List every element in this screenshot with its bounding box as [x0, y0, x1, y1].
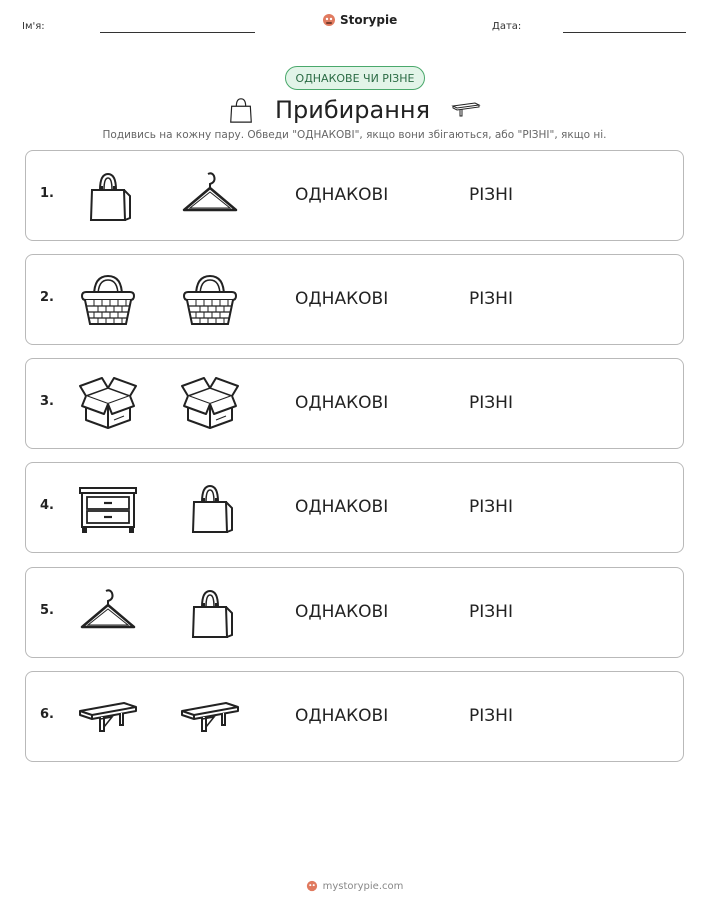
option-different[interactable]: РІЗНІ [469, 706, 513, 726]
question-number: 2. [40, 290, 54, 305]
option-same[interactable]: ОДНАКОВІ [295, 185, 389, 205]
option-different[interactable]: РІЗНІ [469, 289, 513, 309]
question-number: 3. [40, 394, 54, 409]
brand-name: Storypie [340, 13, 398, 27]
question-row [25, 671, 684, 762]
bag-icon [78, 166, 138, 226]
question-row [25, 150, 684, 241]
storypie-logo-icon [322, 13, 336, 27]
option-same[interactable]: ОДНАКОВІ [295, 393, 389, 413]
bag-icon [180, 583, 240, 643]
option-same[interactable]: ОДНАКОВІ [295, 602, 389, 622]
question-row [25, 567, 684, 658]
bag-icon [227, 95, 255, 125]
option-different[interactable]: РІЗНІ [469, 497, 513, 517]
box-icon [78, 374, 138, 434]
option-same[interactable]: ОДНАКОВІ [295, 706, 389, 726]
option-different[interactable]: РІЗНІ [469, 185, 513, 205]
basket-icon [78, 270, 138, 330]
shelf-icon [180, 687, 240, 747]
title-block [0, 94, 709, 126]
option-same[interactable]: ОДНАКОВІ [295, 497, 389, 517]
name-line[interactable] [100, 32, 255, 33]
nightstand-icon [78, 478, 138, 538]
storypie-logo-icon [306, 880, 318, 892]
basket-icon [180, 270, 240, 330]
shelf-icon [78, 687, 138, 747]
question-number: 6. [40, 707, 54, 722]
name-label: Ім'я: [22, 21, 45, 32]
box-icon [180, 374, 240, 434]
question-number: 5. [40, 603, 54, 618]
footer [0, 880, 709, 892]
page-title: Прибирання [274, 96, 431, 124]
question-number: 4. [40, 498, 54, 513]
question-row [25, 254, 684, 345]
hanger-icon [180, 166, 240, 226]
question-row [25, 462, 684, 553]
option-different[interactable]: РІЗНІ [469, 602, 513, 622]
bag-icon [180, 478, 240, 538]
date-label: Дата: [492, 21, 522, 32]
instructions: Подивись на кожну пару. Обведи "ОДНАКОВІ", якщо вони збігаються, або "РІЗНІ", якщо ні. [102, 129, 607, 141]
question-number: 1. [40, 186, 54, 201]
option-same[interactable]: ОДНАКОВІ [295, 289, 389, 309]
date-line[interactable] [563, 32, 686, 33]
shelf-icon [450, 100, 482, 120]
option-different[interactable]: РІЗНІ [469, 393, 513, 413]
worksheet-type-badge: ОДНАКОВЕ ЧИ РІЗНЕ [285, 66, 425, 90]
hanger-icon [78, 583, 138, 643]
question-row [25, 358, 684, 449]
footer-url: mystorypie.com [322, 880, 404, 892]
brand-logo [322, 13, 397, 27]
